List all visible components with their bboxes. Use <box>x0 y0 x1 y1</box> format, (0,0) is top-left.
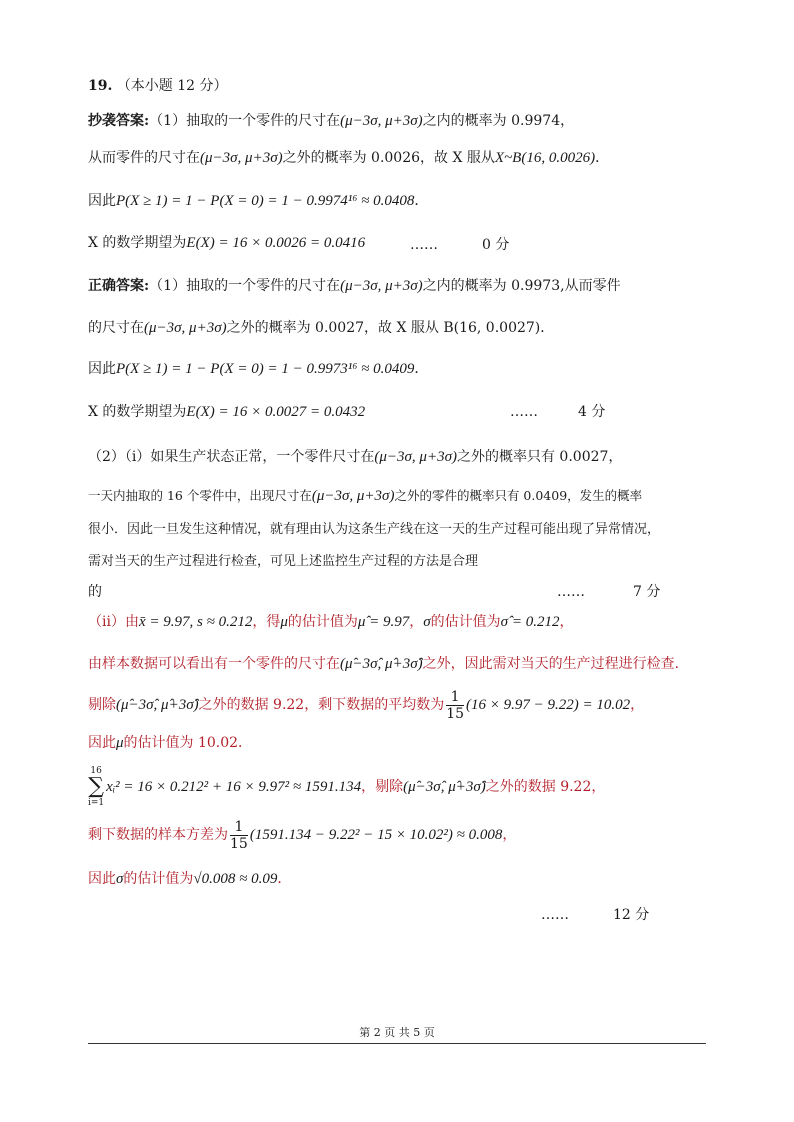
copy-line-2: 从而零件的尺寸在(μ−3σ, μ+3σ)之外的概率为 0.0026，故 X 服从X~B(16, 0.0026)． <box>88 150 610 166</box>
math: σ <box>423 614 431 630</box>
math: μ <box>280 614 288 630</box>
math: E(X) = 16 × 0.0026 = 0.0416 <box>186 235 366 251</box>
correct-line-2 <box>88 318 554 338</box>
text: 一天内抽取的 16 个零件中，出现尺寸在 <box>88 488 312 503</box>
part2-line-2 <box>88 486 642 506</box>
text: 之外的概率为 0.0027，故 X 服从 B(16, 0.0027)． <box>226 320 555 336</box>
math: (μ̂−3σ̂, μ̂+3σ̂) <box>116 697 199 713</box>
text: 因此 <box>88 735 116 751</box>
text: X 的数学期望为 <box>88 235 187 251</box>
math: √0.008 ≈ 0.09 <box>193 871 278 887</box>
part2-score <box>557 582 660 602</box>
text: 的估计值为 <box>287 614 358 630</box>
text: ， <box>409 614 424 630</box>
text: 之外的概率只有 0.0027， <box>456 449 623 465</box>
math: (μ−3σ, μ+3σ) <box>340 278 423 294</box>
part2-line-1 <box>88 447 622 467</box>
dots: …… <box>410 237 438 253</box>
text: （ii）由 <box>88 614 139 630</box>
text: 的估计值为 <box>430 614 501 630</box>
part2ii-line-6 <box>88 818 516 852</box>
text: ． <box>414 361 429 377</box>
math: μ <box>116 735 124 751</box>
math: σ̂ = 0.212 <box>500 614 560 630</box>
math: xᵢ² = 16 × 0.212² + 16 × 9.97² ≈ 1591.134 <box>106 779 362 795</box>
part2-line-4: 需对当天的生产过程进行检查，可见上述监控生产过程的方法是合理 <box>88 554 479 569</box>
score: 0 分 <box>482 237 510 253</box>
numerator: 1 <box>230 819 248 836</box>
dots: …… <box>541 907 569 923</box>
correct-answer-label: 正确答案: <box>88 278 150 294</box>
math: σ <box>116 871 124 887</box>
part2ii-line-7 <box>88 869 291 889</box>
dots: …… <box>510 404 538 420</box>
math: P(X ≥ 1) = 1 − P(X = 0) = 1 − 0.9973¹⁶ ≈ 0.0409 <box>116 361 415 377</box>
part2ii-line-4 <box>88 733 252 753</box>
part2-line-5: 的 <box>88 584 102 600</box>
math: (1591.134 − 9.22² − 15 × 10.02²) ≈ 0.008 <box>249 827 503 843</box>
question-number: 19. <box>88 78 113 94</box>
text: 的估计值为 <box>123 871 194 887</box>
text: ，剔除 <box>361 779 404 795</box>
text: ， <box>559 614 574 630</box>
math: P(X ≥ 1) = 1 − P(X = 0) = 1 − 0.9974¹⁶ ≈ 0.0408 <box>116 193 415 209</box>
math: (μ̂−3σ̂, μ̂+3σ̂) <box>340 656 423 672</box>
part2ii-line-1 <box>88 612 573 632</box>
text: 的估计值为 10.02． <box>123 735 253 751</box>
question-points: （本小题 12 分） <box>116 78 228 94</box>
sum-upper: 16 <box>90 766 102 776</box>
math: (μ−3σ, μ+3σ) <box>374 449 457 465</box>
math: (μ−3σ, μ+3σ) <box>340 113 423 129</box>
text: 因此 <box>88 361 116 377</box>
correct-line-1 <box>88 276 621 296</box>
math: E(X) = 16 × 0.0027 = 0.0432 <box>186 404 366 420</box>
text: 之外的概率为 0.0026，故 X 服从 <box>282 150 495 166</box>
copy-answer-label: 抄袭答案: <box>88 113 150 129</box>
page-footer: 第 2 页 共 5 页 <box>359 1026 435 1039</box>
text: 因此 <box>88 193 116 209</box>
math: (16 × 9.97 − 9.22) = 10.02 <box>466 697 631 713</box>
question-header <box>88 76 228 96</box>
text: 之外的零件的概率只有 0.0409，发生的概率 <box>394 488 643 503</box>
part2ii-line-2 <box>88 654 689 674</box>
summation <box>88 766 104 808</box>
denominator: 15 <box>446 705 465 722</box>
text: 之内的概率为 0.9973,从而零件 <box>422 278 621 294</box>
part2ii-line-3 <box>88 688 644 722</box>
part2ii-line-5 <box>88 764 605 810</box>
score: 4 分 <box>578 404 606 420</box>
text: 之外的数据 9.22， <box>485 779 606 795</box>
text: ， <box>502 827 517 843</box>
sum-lower: i=1 <box>88 798 105 808</box>
text: ，得 <box>252 614 281 630</box>
math: μ̂ = 9.97 <box>357 614 410 630</box>
text: （1）抽取的一个零件的尺寸在 <box>149 278 341 294</box>
fraction <box>446 689 464 722</box>
text: ， <box>630 697 645 713</box>
copy-score <box>410 235 509 255</box>
math: (μ̂−3σ̂, μ̂+3σ̂) <box>403 779 486 795</box>
score: 12 分 <box>613 907 650 923</box>
text: 从而零件的尺寸在 <box>88 150 200 166</box>
text: 的尺寸在 <box>88 320 144 336</box>
text: 之外的数据 9.22，剩下数据的平均数为 <box>198 697 445 713</box>
text: X 的数学期望为 <box>88 404 187 420</box>
math: (μ−3σ, μ+3σ) <box>311 488 395 504</box>
text: 剩下数据的样本方差为 <box>88 827 228 843</box>
copy-line-3: 因此P(X ≥ 1) = 1 − P(X = 0) = 1 − 0.9974¹⁶ ≈ 0.0408． <box>88 193 429 209</box>
text: ． <box>277 871 292 887</box>
footer-divider <box>88 1043 706 1044</box>
math: (μ−3σ, μ+3σ) <box>144 320 227 336</box>
copy-line-1 <box>88 111 574 131</box>
text: 之外，因此需对当天的生产过程进行检查． <box>422 656 689 672</box>
dots: …… <box>557 584 585 600</box>
score: 7 分 <box>633 584 661 600</box>
math: (μ−3σ, μ+3σ) <box>200 150 283 166</box>
part2ii-score <box>541 905 649 925</box>
text: 之内的概率为 0.9974， <box>422 113 575 129</box>
text: 剔除 <box>88 697 116 713</box>
numerator: 1 <box>446 689 464 706</box>
text: 因此 <box>88 871 116 887</box>
sum-symbol: ∑ <box>88 774 104 799</box>
text: （1）抽取的一个零件的尺寸在 <box>149 113 341 129</box>
fraction <box>230 819 248 852</box>
correct-score <box>510 402 605 422</box>
denominator: 15 <box>230 835 248 852</box>
math: X~B(16, 0.0026) <box>494 150 596 166</box>
copy-line-4 <box>88 233 365 253</box>
math: x̄ = 9.97, s ≈ 0.212 <box>138 614 253 630</box>
correct-line-3 <box>88 359 428 379</box>
part2-line-3: 很小．因此一旦发生这种情况，就有理由认为这条生产线在这一天的生产过程可能出现了异常情况， <box>88 522 661 537</box>
text: 由样本数据可以看出有一个零件的尺寸在 <box>88 656 340 672</box>
text: （2）（i）如果生产状态正常，一个零件尺寸在 <box>88 449 375 465</box>
correct-line-4 <box>88 402 365 422</box>
